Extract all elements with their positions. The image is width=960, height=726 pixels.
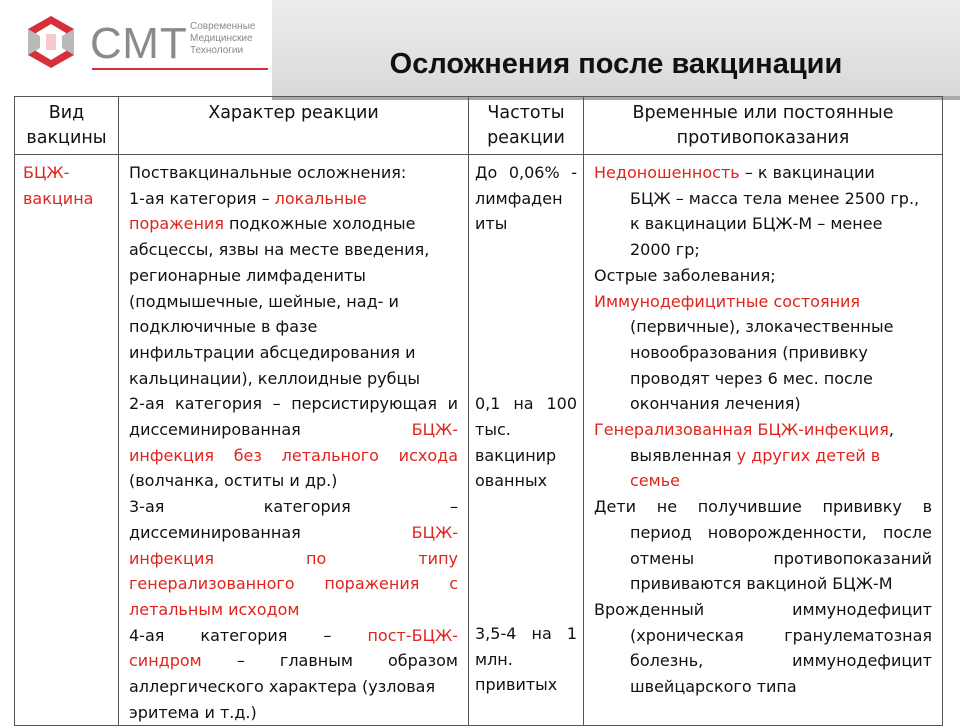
reaction-line: кальцинации), келлоидные рубцы xyxy=(129,368,421,388)
vaccine-name-line: БЦЖ- xyxy=(23,163,70,182)
vaccine-name-line: вакцина xyxy=(23,188,94,208)
reaction-line: аллергического характера (узловая xyxy=(129,677,436,697)
text-run: выявленная xyxy=(630,445,732,465)
highlight-text: локальные xyxy=(274,188,367,208)
header-line: противопоказания xyxy=(676,128,850,148)
contra-item-acute-disease: Острые заболевания; xyxy=(594,265,776,285)
header-line: Временные или постоянные xyxy=(632,103,894,123)
contraindications-cell xyxy=(584,155,943,726)
highlight-text: у других детей в xyxy=(736,445,881,465)
reaction-line: генерализованного поражения с xyxy=(129,574,458,594)
header-vaccine-type xyxy=(15,97,119,155)
contra-item-prematurity xyxy=(594,160,932,186)
contra-line: (первичные), злокачественные xyxy=(630,317,894,337)
frequency-line: иты xyxy=(475,214,508,234)
frequency-line: привитых xyxy=(475,675,558,695)
reaction-line: регионарные лимфадениты xyxy=(129,265,366,285)
contra-item-immunodeficiency: Иммунодефицитные состояния xyxy=(594,291,861,311)
highlight-text: Недоношенность xyxy=(594,163,740,182)
contra-line: прививаются вакциной БЦЖ-М xyxy=(630,574,893,594)
contra-line: семье xyxy=(630,471,680,491)
frequency-line: тыс. xyxy=(475,419,511,439)
reaction-category-1 xyxy=(129,186,458,212)
slide-title: Осложнения после вакцинации xyxy=(389,48,843,80)
contra-line: (хроническая гранулематозная xyxy=(630,625,932,645)
text-run: 4-ая категория – xyxy=(129,625,332,645)
reaction-category-4 xyxy=(129,623,458,649)
title-banner xyxy=(272,0,960,100)
frequency-cell xyxy=(469,155,584,726)
header-line: Частоты xyxy=(487,103,565,123)
contra-line: болезнь, иммунодефицит xyxy=(630,651,932,671)
logo-underline xyxy=(92,68,268,70)
reaction-category-2: 2-ая категория – персистирующая и xyxy=(129,394,458,414)
contra-item-congenital-immunodeficiency: Врожденный иммунодефицит xyxy=(594,599,932,619)
contra-line: отмены противопоказаний xyxy=(630,548,932,568)
logo-tagline xyxy=(190,21,255,57)
frequency-line: ованных xyxy=(475,471,548,491)
table-row xyxy=(15,155,943,726)
header-line: Вид xyxy=(48,103,85,123)
reaction-line: (подмышечные, шейные, над- и xyxy=(129,291,399,311)
reaction-line xyxy=(129,417,458,443)
logo-tagline-line: Медицинские xyxy=(190,33,253,44)
contra-item-generalized-infection xyxy=(594,417,932,443)
spacer xyxy=(475,237,577,391)
frequency-line: До 0,06% - xyxy=(475,163,577,182)
frequency-line: 0,1 на 100 xyxy=(475,394,577,414)
frequency-line: 3,5-4 на 1 xyxy=(475,623,577,643)
logo-mark-icon xyxy=(24,14,78,70)
spacer xyxy=(475,494,577,621)
contra-item-unvaccinated: Дети не получившие прививку в xyxy=(594,497,932,517)
text-run: , xyxy=(888,420,894,440)
reaction-line: инфекция по типу xyxy=(129,548,458,568)
reaction-cell xyxy=(119,155,469,726)
highlight-text: БЦЖ- xyxy=(411,522,458,542)
complications-table xyxy=(14,96,943,726)
header-contraindications xyxy=(584,97,943,155)
contra-line xyxy=(594,443,932,469)
frequency-line: вакцинир xyxy=(475,445,557,465)
reaction-line xyxy=(129,648,458,674)
text-run: – главным образом xyxy=(236,651,459,671)
contra-line: 2000 гр; xyxy=(630,240,700,260)
highlight-text: поражения xyxy=(129,214,224,234)
reaction-line: инфильтрации абсцедирования и xyxy=(129,342,416,362)
text-run: диссеминированная xyxy=(129,522,301,542)
text-run: подкожные холодные xyxy=(229,214,416,234)
highlight-text: пост-БЦЖ- xyxy=(367,625,459,645)
reaction-line xyxy=(129,520,458,546)
header-line: вакцины xyxy=(26,128,107,148)
vaccine-cell xyxy=(15,155,119,726)
text-run: – к вакцинации xyxy=(744,163,875,182)
highlight-text: БЦЖ- xyxy=(411,420,458,440)
logo-tagline-line: Современные xyxy=(190,21,256,32)
reaction-line: инфекция без летального исхода xyxy=(129,445,458,465)
header-line: Характер реакции xyxy=(208,103,379,123)
reaction-line: абсцессы, язвы на месте введения, xyxy=(129,240,430,260)
contra-line: окончания лечения) xyxy=(630,394,801,414)
reaction-line: эритема и т.д.) xyxy=(129,702,257,722)
contra-line: период новорожденности, после xyxy=(630,522,932,542)
text-run: 1-ая категория – xyxy=(129,188,270,208)
table-header-row xyxy=(15,97,943,155)
reaction-line: летальным исходом xyxy=(129,599,300,619)
contra-line: новообразования (прививку xyxy=(630,342,868,362)
highlight-text: Генерализованная БЦЖ-инфекция xyxy=(594,420,889,440)
contra-line: швейцарского типа xyxy=(630,677,797,697)
header-reaction-type xyxy=(119,97,469,155)
header-frequency xyxy=(469,97,584,155)
contra-line: БЦЖ – масса тела менее 2500 гр., xyxy=(630,188,920,208)
header-line: реакции xyxy=(487,128,565,148)
logo-tagline-line: Технологии xyxy=(190,45,244,56)
reaction-line: подключичные в фазе xyxy=(129,317,318,337)
company-logo xyxy=(24,12,264,74)
frequency-line: лимфаден xyxy=(475,188,563,208)
logo-name: СМТ xyxy=(90,19,188,68)
reaction-intro: Поствакцинальные осложнения: xyxy=(129,163,407,182)
frequency-line: млн. xyxy=(475,649,513,669)
contra-line: проводят через 6 мес. после xyxy=(630,368,873,388)
reaction-line: (волчанка, оститы и др.) xyxy=(129,471,338,491)
text-run: диссеминированная xyxy=(129,420,301,440)
reaction-category-3: 3-ая категория – xyxy=(129,497,458,517)
contra-line: к вакцинации БЦЖ-М – менее xyxy=(630,214,883,234)
highlight-text: синдром xyxy=(129,651,202,671)
reaction-line xyxy=(129,211,458,237)
